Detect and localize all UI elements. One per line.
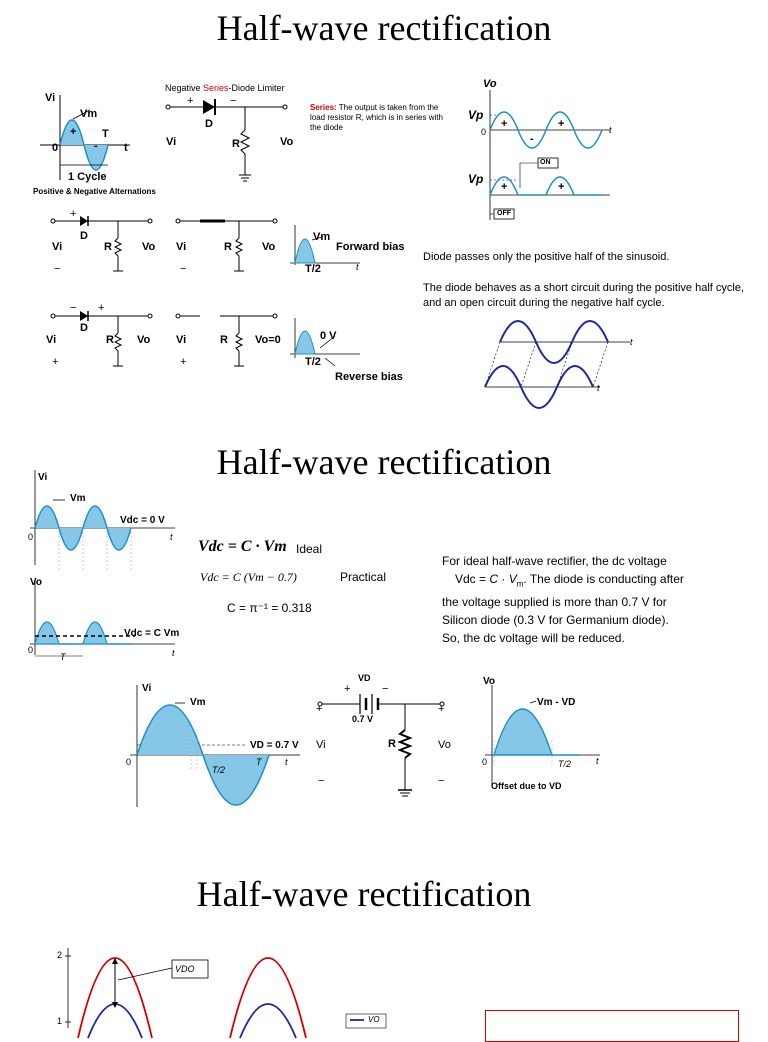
on-label: ON [540, 159, 551, 166]
rc1-plus-top: + [98, 302, 105, 314]
navy-sine-graph [480, 312, 640, 412]
navy-t-bottom: t [597, 383, 600, 393]
vo-graph-plus1: + [501, 118, 508, 130]
formula-c: C = π⁻¹ = 0.318 [227, 601, 312, 615]
reverse-bias-graph [290, 318, 370, 368]
fb-t: t [356, 262, 359, 272]
y-tick-2: 2 [57, 950, 63, 960]
g2-t: t [172, 648, 175, 658]
g4-vo: Vo [483, 676, 496, 687]
vo-graph-t: t [609, 125, 612, 135]
fc2-r: R [224, 241, 232, 253]
cycle-vi-label: Vi [45, 92, 56, 104]
vo-graph-vp1: Vp [468, 108, 484, 122]
ideal-paragraph: For ideal half-wave rectifier, the dc voltage Vdc = $C \cdot V_m$. The diode is conducting after the voltage supplied is more than 0.7 V for Silicon diode (0.3 V for Germanium diode). So, the dc voltage will be reduced. [442, 554, 684, 646]
rc1-d: D [80, 322, 88, 334]
formula-ideal: Vdc = C · Vm [198, 538, 287, 555]
rc2-plus: + [180, 356, 187, 368]
fb-t2: T/2 [305, 263, 321, 275]
vo-graph-vo: Vo [483, 78, 497, 90]
practical-label: Practical [340, 570, 387, 584]
rc2-vi: Vi [176, 334, 187, 346]
g1-zero: 0 [28, 532, 34, 542]
navy-t-top: t [630, 337, 633, 347]
g4-t: t [596, 756, 599, 766]
diode-behaves-text: The diode behaves as a short circuit during the positive half cycle, and an open circuit during the negative half cycle. [423, 282, 745, 309]
vo-graph-vp2: Vp [468, 172, 484, 186]
c3-batt-minus: − [382, 683, 389, 695]
rb-t2: T/2 [305, 356, 321, 368]
rc2-r: R [220, 334, 228, 346]
rc1-vi: Vi [46, 334, 57, 346]
fc1-plus: + [70, 208, 77, 220]
g3-period: T [256, 757, 262, 767]
cycle-plus: + [70, 126, 77, 138]
rc2-vo-zero: Vo=0 [255, 334, 281, 346]
cycle-t-label: t [124, 142, 128, 154]
vo-graph-plus4: + [558, 181, 565, 193]
limiter-circuit [165, 95, 295, 185]
rc1-plus: + [52, 356, 59, 368]
limiter-vo-label: Vo [280, 136, 294, 148]
formula-practical: Vdc = C (Vm − 0.7) [200, 570, 297, 584]
fc1-vi: Vi [52, 241, 63, 253]
limiter-vi-label: Vi [166, 136, 177, 148]
cycle-period-label: T [102, 128, 109, 140]
c3-batt-plus: + [344, 683, 351, 695]
vo-output-graph [470, 80, 620, 230]
off-label: OFF [497, 210, 511, 217]
slide2-title: Half-wave rectification [216, 442, 552, 482]
cycle-zero-label: 0 [52, 142, 59, 154]
fc2-minus: − [180, 263, 187, 275]
vo-legend: VO [368, 1015, 380, 1024]
c3-out-plus: + [438, 703, 445, 715]
c3-vi: Vi [316, 739, 326, 751]
limiter-title: Negative Series-Diode Limiter [165, 83, 285, 93]
limiter-d-label: D [205, 118, 213, 130]
diode-passes-text: Diode passes only the positive half of the sinusoid. [423, 251, 670, 263]
c3-out-minus: − [438, 775, 445, 787]
c3-vo: Vo [438, 739, 451, 751]
g1-vdc0: Vdc = 0 V [120, 515, 165, 526]
g2-zero: 0 [28, 645, 34, 655]
g3-vd07: VD = 0.7 V [250, 740, 299, 751]
cycle-minus: - [94, 140, 98, 152]
g1-vi: Vi [38, 472, 48, 483]
g3-vi: Vi [142, 683, 152, 694]
g4-zero: 0 [482, 757, 488, 767]
fc2-vo: Vo [262, 241, 276, 253]
c3-in-plus: + [316, 703, 323, 715]
vo-graph-plus3: + [501, 181, 508, 193]
slide1-title: Half-wave rectification [216, 8, 552, 48]
cycle-caption: 1 Cycle [68, 171, 107, 183]
fb-vm: Vm [313, 231, 331, 243]
offset-label: Offset due to VD [491, 781, 562, 791]
c3-in-minus: − [318, 775, 325, 787]
series-note: Series: The output is taken from the load resistor R, which is in series with the diode [310, 103, 443, 132]
g3-t2: T/2 [212, 765, 226, 775]
vo-graph-plus2: + [558, 118, 565, 130]
rc1-r: R [106, 334, 114, 346]
reverse-bias-label: Reverse bias [335, 371, 403, 383]
forward-bias-label: Forward bias [336, 241, 405, 253]
g1-vm: Vm [70, 493, 86, 504]
g2-period: T [60, 652, 66, 662]
g2-vo: Vo [30, 577, 43, 588]
cycle-vm-label: Vm [80, 108, 98, 120]
ideal-label: Ideal [296, 542, 323, 556]
c3-vd: VD [358, 673, 371, 683]
limiter-r-label: R [232, 138, 240, 150]
g3-zero: 0 [126, 757, 132, 767]
vo-graph-minus: - [530, 133, 534, 145]
g4-t2: T/2 [558, 759, 572, 769]
battery-circuit [315, 680, 455, 810]
slide3-waveform [60, 948, 360, 1028]
g4-vmvd: Vm - VD [537, 697, 576, 708]
alternations-caption: Positive & Negative Alternations [33, 187, 156, 196]
g2-vdc-cvm: Vdc = C Vm [124, 628, 180, 639]
g3-vm: Vm [190, 697, 206, 708]
vo-graph-zero: 0 [481, 127, 487, 137]
fc1-r: R [104, 241, 112, 253]
slide3-title: Half-wave rectification [196, 874, 532, 914]
c3-r: R [388, 738, 396, 750]
fc2-vi: Vi [176, 241, 187, 253]
limiter-minus: − [230, 95, 237, 107]
g3-t: t [285, 757, 288, 767]
g1-t: t [170, 532, 173, 542]
fc1-vo: Vo [142, 241, 156, 253]
rc1-minus-top: − [70, 302, 77, 314]
rb-0v: 0 V [320, 330, 337, 342]
y-tick-1: 1 [57, 1016, 63, 1026]
c3-v07: 0.7 V [352, 714, 374, 724]
vo-output-graph-2 [25, 580, 175, 660]
limiter-plus: + [187, 95, 194, 107]
red-box [485, 1010, 739, 1042]
fc1-d: D [80, 230, 88, 242]
fc1-minus: − [54, 263, 61, 275]
vdo-label: VDO [175, 964, 195, 974]
rc1-vo: Vo [137, 334, 151, 346]
